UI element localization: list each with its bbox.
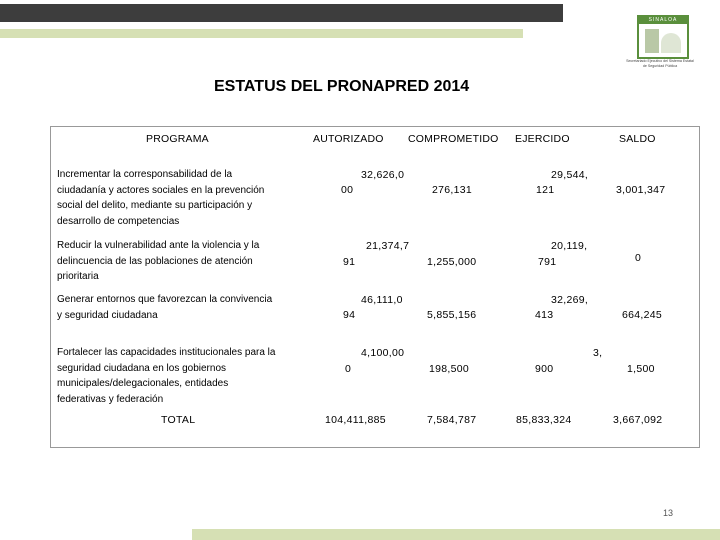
header-dark-bar [0,4,563,22]
header-saldo: SALDO [619,133,656,145]
row-4-autorizado-b: 0 [345,363,352,375]
row-3-saldo: 664,245 [622,309,663,321]
row-1-ejercido-b: 121 [536,184,555,196]
row-2-comprometido: 1,255,000 [427,256,477,268]
programa-line: municipales/delegacionales, entidades [57,378,229,389]
page-title: ESTATUS DEL PRONAPRED 2014 [214,78,470,95]
header-autorizado: AUTORIZADO [313,133,384,145]
total-saldo: 3,667,092 [613,414,663,426]
row-3-ejercido-a: 32,269, [551,294,589,306]
programa-line: ciudadanía y actores sociales en la prevención [57,184,265,196]
programa-line: federativas y federación [57,393,164,405]
status-table [50,126,700,448]
row-3-autorizado-b: 94 [343,309,356,321]
row-1-autorizado-b: 00 [341,184,354,196]
total-label: TOTAL [161,414,196,426]
total-autorizado: 104,411,885 [325,414,386,426]
programa-line: Fortalecer las capacidades institucionales para la [57,347,276,358]
row-2-ejercido-a: 20,119, [551,240,588,252]
programa-line: desarrollo de competencias [57,215,180,227]
logo-shape [661,33,681,53]
row-2-ejercido-b: 791 [538,256,557,268]
logo-emblem [637,15,689,59]
row-4-ejercido: 900 [535,363,554,375]
page-number: 13 [663,508,674,518]
footer-light-bar [192,529,720,540]
row-4-programa [57,345,275,407]
header-light-bar [0,29,523,38]
header-comprometido: COMPROMETIDO [408,133,499,145]
row-3-programa [57,292,272,323]
logo-caption: Secretariado Ejecutivo del Sistema Estatal de Seguridad Pública [626,59,694,68]
total-ejercido: 85,833,324 [516,414,572,426]
row-4-saldo: 1,500 [627,363,655,375]
row-2-autorizado-a: 21,374,7 [366,240,410,252]
row-4-comprometido: 198,500 [429,363,470,375]
programa-line: seguridad ciudadana en los gobiernos [57,362,227,374]
row-4-autorizado-a: 4,100,00 [361,347,405,359]
row-1-saldo: 3,001,347 [616,184,666,196]
programa-line: Incrementar la corresponsabilidad de la [57,169,233,180]
row-3-ejercido-b: 413 [535,309,554,321]
row-1-autorizado-a: 32,626,0 [361,169,405,181]
sinaloa-logo [625,15,695,73]
logo-shape [645,29,659,53]
row-2-saldo: 0 [635,252,642,264]
header-ejercido: EJERCIDO [515,133,570,145]
programa-line: y seguridad ciudadana [57,309,158,321]
programa-line: prioritaria [57,271,99,282]
programa-line: social del delito, mediante su participación y [57,200,253,211]
programa-line: delincuencia de las poblaciones de atención [57,255,253,267]
programa-line: Reducir la vulnerabilidad ante la violencia y la [57,240,260,251]
logo-band-text: SINALOA [639,17,687,24]
programa-line: Generar entornos que favorezcan la convivencia [57,294,273,305]
row-1-comprometido: 276,131 [432,184,473,196]
row-3-autorizado-a: 46,111,0 [361,294,403,306]
row-2-programa [57,238,259,285]
row-2-autorizado-b: 91 [343,256,356,268]
total-comprometido: 7,584,787 [427,414,477,426]
row-3-comprometido: 5,855,156 [427,309,477,321]
row-1-programa [57,167,264,229]
row-4-saldo-top: 3, [593,347,603,359]
header-programa: PROGRAMA [146,133,209,145]
row-1-ejercido-a: 29,544, [551,169,589,181]
